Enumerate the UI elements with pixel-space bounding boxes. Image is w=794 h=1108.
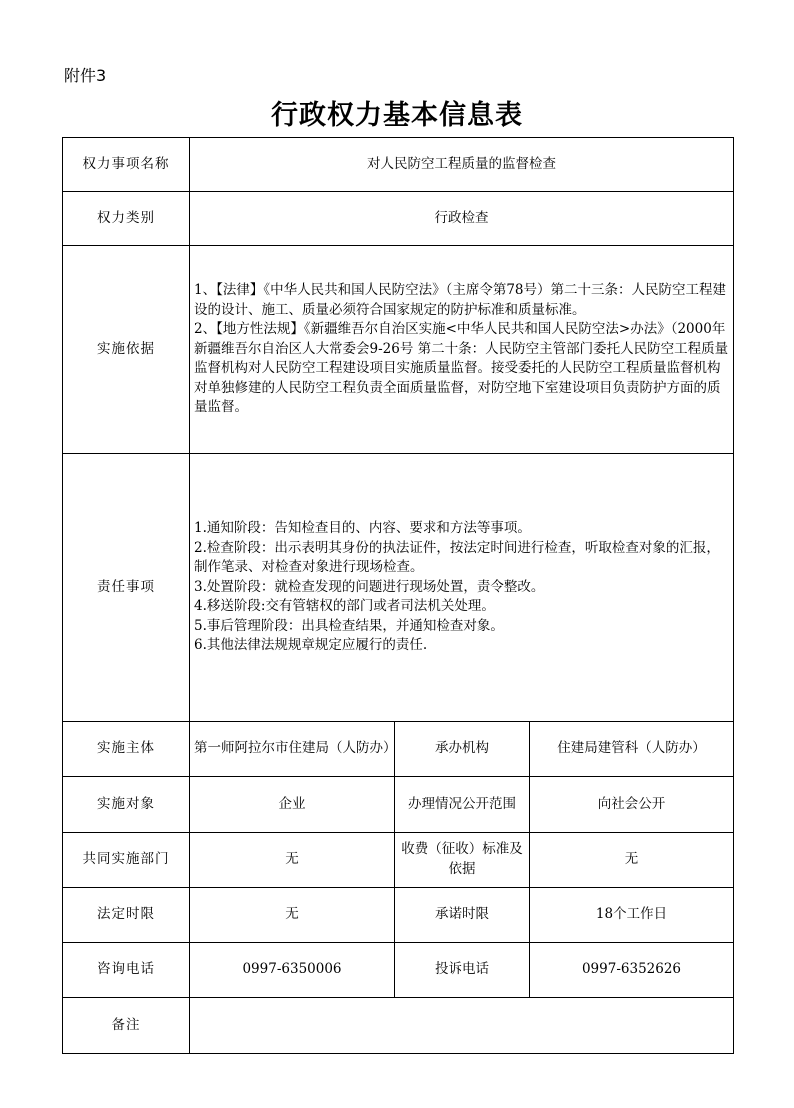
power-name-value: 对人民防空工程质量的监督检查 xyxy=(190,138,734,192)
joint-dept-label: 共同实施部门 xyxy=(63,833,190,888)
promised-time-limit-label: 承诺时限 xyxy=(395,888,530,943)
power-category-value: 行政检查 xyxy=(190,192,734,246)
basis-paragraph: 2、【地方性法规】《新疆维吾尔自治区实施<中华人民共和国人民防空法>办法》（2000年新疆维吾尔自治区人大常委会9-26号 第二十条：人民防空主管部门委托人民防空工程质量监督机构对人民防空工程建设项目实施质量监督。接受委托的人民防空工程质量监督机构对单独修建的人民防空工程负责全面质量监督，对防空地下室建设项目负责防护方面的质量监督。 xyxy=(194,321,729,416)
basis-label: 实施依据 xyxy=(63,246,190,454)
legal-time-limit-value: 无 xyxy=(190,888,395,943)
joint-dept-value: 无 xyxy=(190,833,395,888)
page-title: 行政权力基本信息表 xyxy=(271,100,523,131)
promised-time-limit-value: 18个工作日 xyxy=(530,888,734,943)
row-power-category xyxy=(63,192,734,246)
basis-content xyxy=(190,246,734,454)
inquiry-phone-label: 咨询电话 xyxy=(63,943,190,998)
info-table xyxy=(62,137,734,1054)
responsibility-item: 2.检查阶段：出示表明其身份的执法证件，按法定时间进行检查，听取检查对象的汇报，制作笔录、对检查对象进行现场检查。 xyxy=(194,539,720,576)
subject-value: 第一师阿拉尔市住建局（人防办） xyxy=(190,722,395,777)
basis-paragraph: 1、【法律】《中华人民共和国人民防空法》（主席令第78号）第二十三条：人民防空工程建设的设计、施工、质量必须符合国家规定的防护标准和质量标准。 xyxy=(194,282,727,318)
row-power-name xyxy=(63,138,734,192)
legal-time-limit-label: 法定时限 xyxy=(63,888,190,943)
power-category-label: 权力类别 xyxy=(63,192,190,246)
row-target xyxy=(63,777,734,833)
fee-standard-value: 无 xyxy=(530,833,734,888)
attachment-label: 附件3 xyxy=(64,66,107,85)
responsibility-item: 3.处置阶段：就检查发现的问题进行现场处置，责令整改。 xyxy=(194,578,545,595)
inquiry-phone-value: 0997-6350006 xyxy=(190,943,395,998)
responsibilities-content xyxy=(190,454,734,722)
disclosure-scope-label: 办理情况公开范围 xyxy=(395,777,530,833)
row-joint-dept xyxy=(63,833,734,888)
row-basis xyxy=(63,246,734,454)
target-label: 实施对象 xyxy=(63,777,190,833)
fee-standard-label: 收费（征收）标准及依据 xyxy=(395,833,530,888)
responsibilities-label: 责任事项 xyxy=(63,454,190,722)
handling-agency-value: 住建局建管科（人防办） xyxy=(530,722,734,777)
responsibility-item: 5.事后管理阶段：出具检查结果，并通知检查对象。 xyxy=(194,617,504,634)
responsibility-item: 4.移送阶段:交有管辖权的部门或者司法机关处理。 xyxy=(194,598,495,615)
handling-agency-label: 承办机构 xyxy=(395,722,530,777)
complaint-phone-value: 0997-6352626 xyxy=(530,943,734,998)
power-name-label: 权力事项名称 xyxy=(63,138,190,192)
row-time-limit xyxy=(63,888,734,943)
remarks-value xyxy=(190,998,734,1054)
subject-label: 实施主体 xyxy=(63,722,190,777)
responsibility-item: 1.通知阶段：告知检查目的、内容、要求和方法等事项。 xyxy=(194,520,531,537)
disclosure-scope-value: 向社会公开 xyxy=(530,777,734,833)
row-remarks xyxy=(63,998,734,1054)
target-value: 企业 xyxy=(190,777,395,833)
row-subject xyxy=(63,722,734,777)
remarks-label: 备注 xyxy=(63,998,190,1054)
responsibility-item: 6.其他法律法规规章规定应履行的责任. xyxy=(194,637,428,654)
row-phone xyxy=(63,943,734,998)
row-responsibilities xyxy=(63,454,734,722)
complaint-phone-label: 投诉电话 xyxy=(395,943,530,998)
